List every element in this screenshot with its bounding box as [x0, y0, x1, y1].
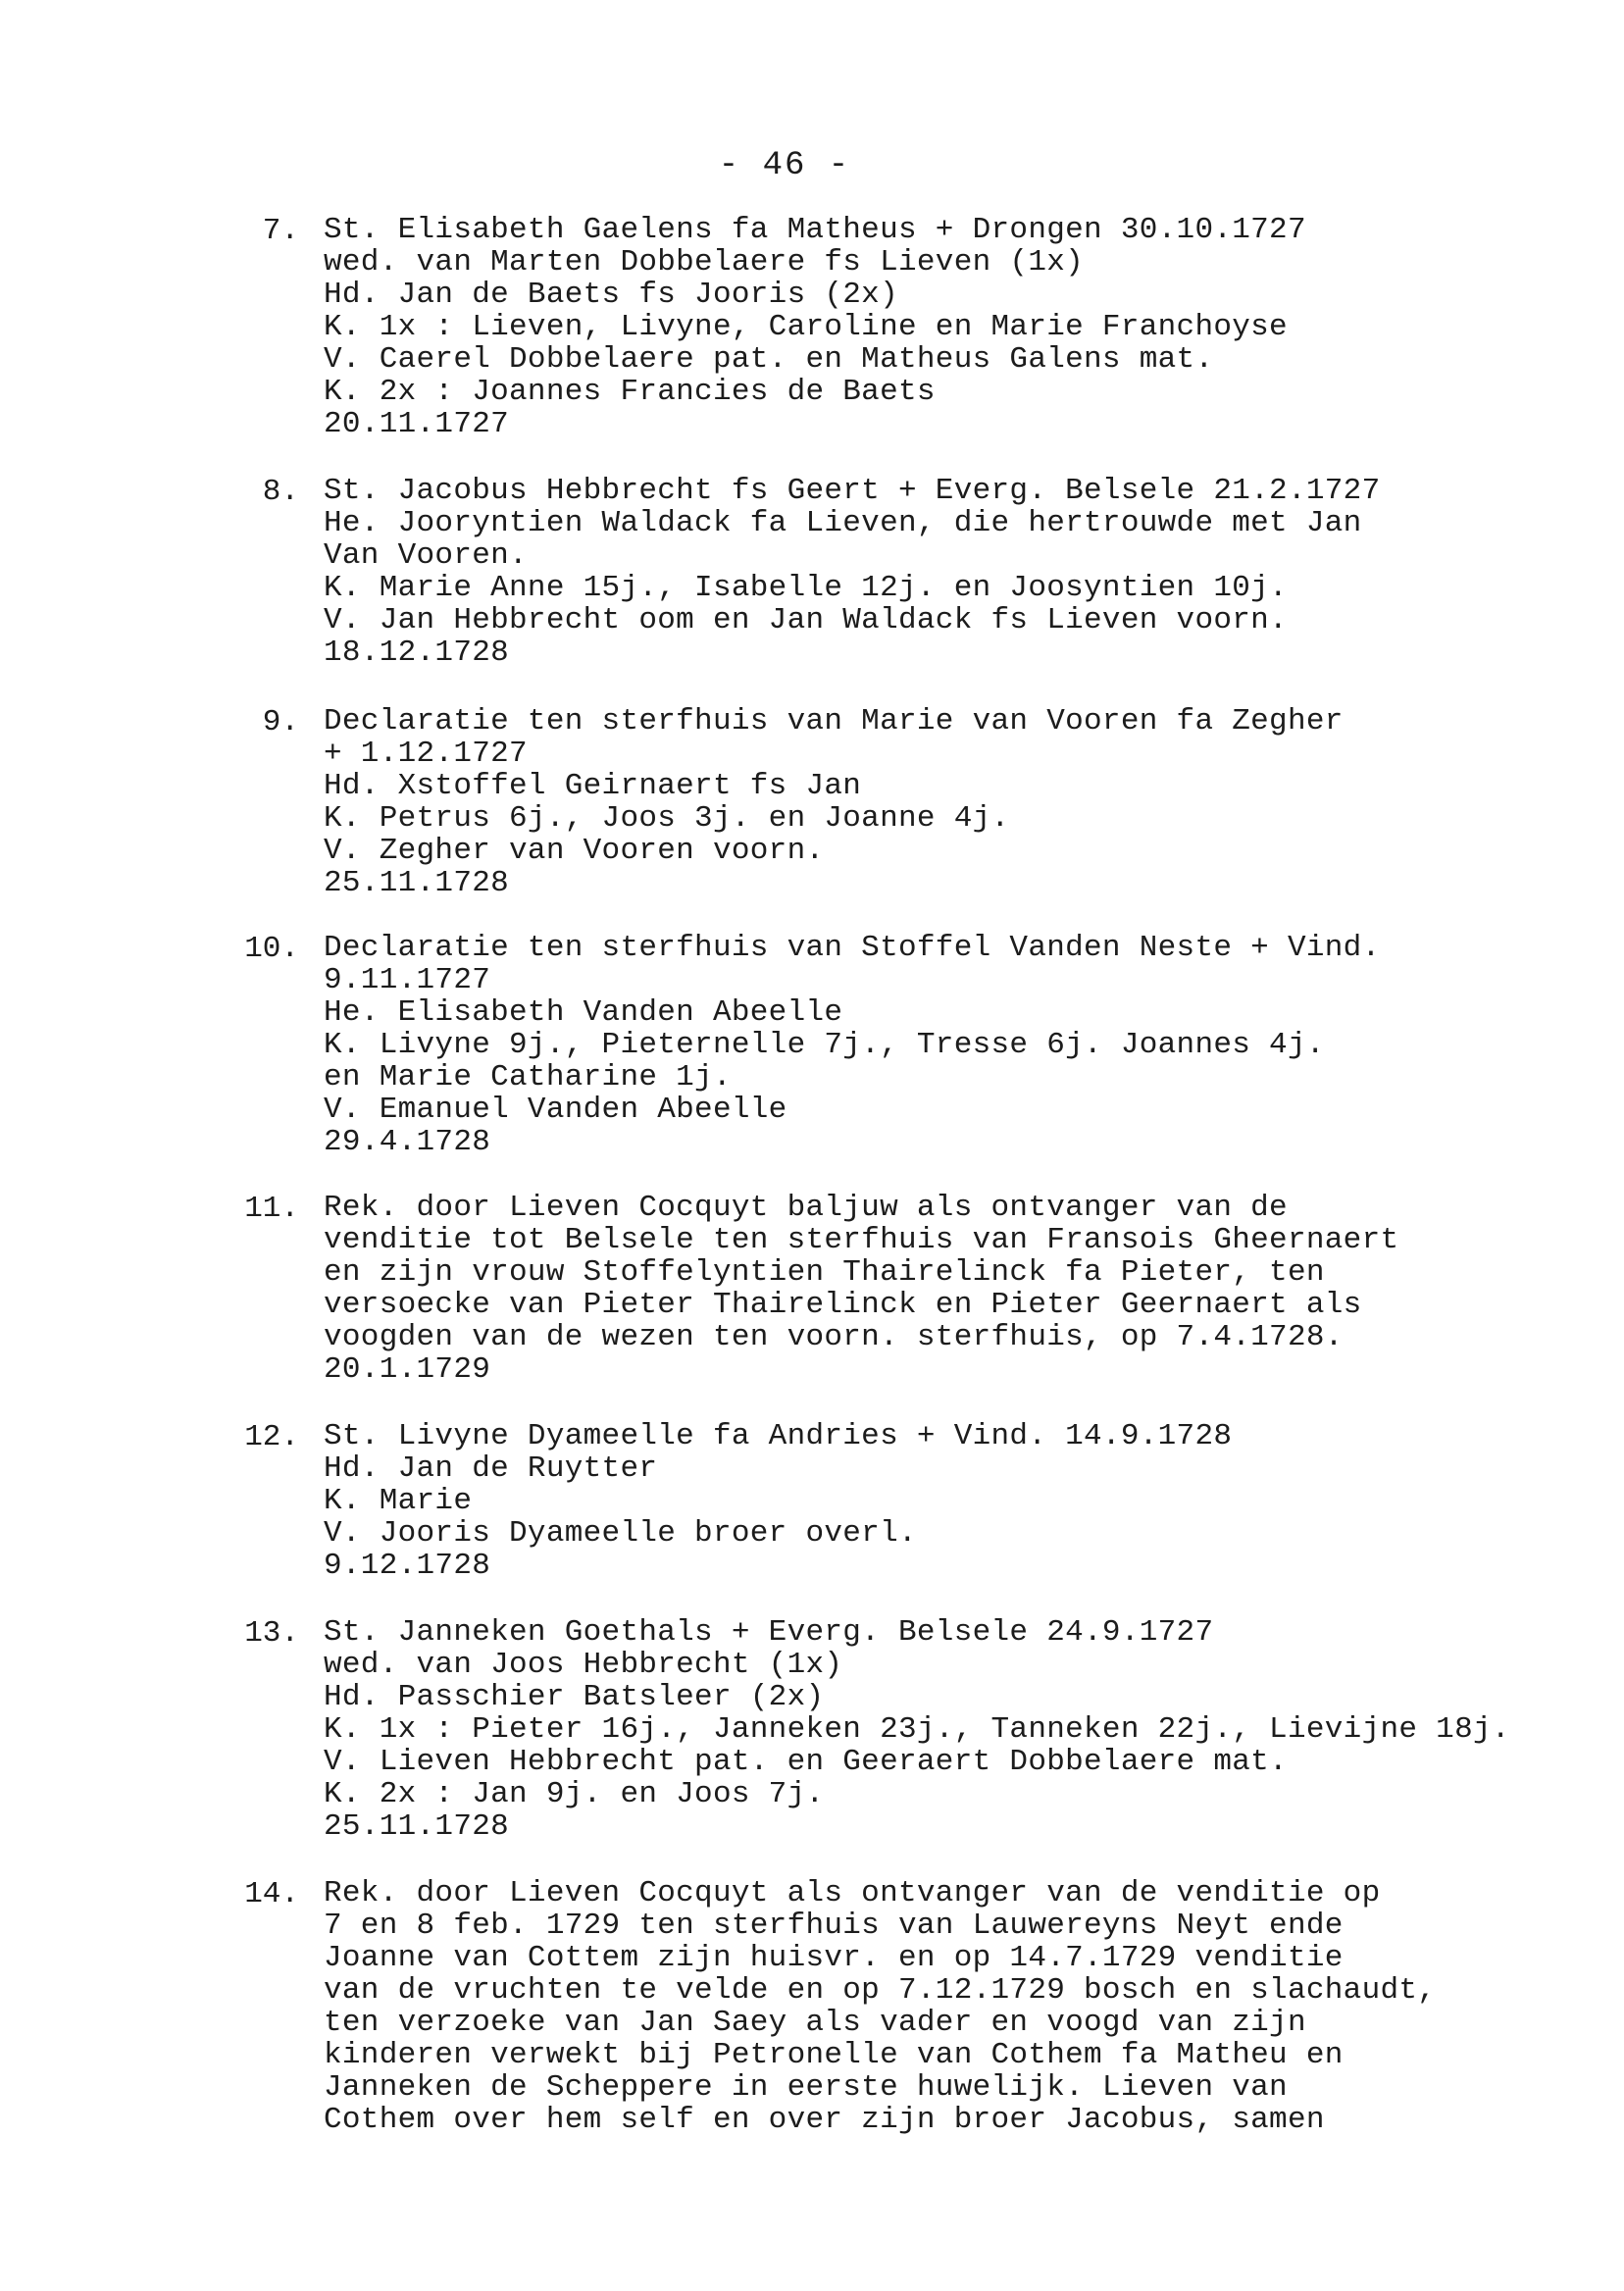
- entry-text: [324, 214, 1618, 440]
- entry-line: K. Petrus 6j., Joos 3j. en Joanne 4j.: [324, 801, 1010, 836]
- entry-number: 12.: [244, 1420, 299, 1454]
- entry-number: 11.: [244, 1192, 299, 1226]
- entry-line: 20.1.1729: [324, 1352, 491, 1387]
- entry-text: [324, 1877, 1618, 2136]
- entry-line: K. 1x : Lieven, Livyne, Caroline en Marie Franchoyse: [324, 310, 1288, 344]
- entry-line: V. Jan Hebbrecht oom en Jan Waldack fs Lieven voorn.: [324, 603, 1288, 637]
- entry-line: V. Jooris Dyameelle broer overl.: [324, 1516, 917, 1551]
- entry-line: K. Marie: [324, 1484, 473, 1518]
- entry-number: 8.: [262, 475, 299, 509]
- entry-line: V. Zegher van Vooren voorn.: [324, 834, 825, 868]
- entry-line: versoecke van Pieter Thairelinck en Pieter Geernaert als: [324, 1288, 1362, 1322]
- entry-line: Rek. door Lieven Cocquyt baljuw als ontvanger van de: [324, 1191, 1288, 1225]
- entry-line: He. Jooryntien Waldack fa Lieven, die hertrouwde met Jan: [324, 506, 1362, 540]
- entry-line: 9.11.1727: [324, 963, 491, 997]
- entry-line: Joanne van Cottem zijn huisvr. en op 14.7.1729 venditie: [324, 1941, 1344, 1975]
- entry-line: K. 2x : Jan 9j. en Joos 7j.: [324, 1777, 825, 1811]
- entry-line: St. Janneken Goethals + Everg. Belsele 24.9.1727: [324, 1615, 1214, 1650]
- entry-number: 14.: [244, 1877, 299, 1911]
- entry-line: en Marie Catharine 1j.: [324, 1060, 732, 1095]
- entry-line: wed. van Marten Dobbelaere fs Lieven (1x): [324, 245, 1085, 280]
- entry-line: + 1.12.1727: [324, 737, 528, 771]
- entry-text: [324, 475, 1618, 669]
- entry-line: Van Vooren.: [324, 538, 528, 573]
- entry-line: 18.12.1728: [324, 636, 510, 670]
- entry-line: Hd. Passchier Batsleer (2x): [324, 1680, 825, 1714]
- entry-text: [324, 1192, 1618, 1386]
- entry-line: venditie tot Belsele ten sterfhuis van Fransois Gheernaert: [324, 1223, 1399, 1257]
- entry-number: 13.: [244, 1616, 299, 1651]
- entry-line: Declaratie ten sterfhuis van Stoffel Vanden Neste + Vind.: [324, 931, 1381, 965]
- entry-text: [324, 705, 1618, 899]
- entry-line: Rek. door Lieven Cocquyt als ontvanger van de venditie op: [324, 1876, 1381, 1910]
- entry-line: K. Marie Anne 15j., Isabelle 12j. en Joosyntien 10j.: [324, 571, 1288, 605]
- entry-line: K. 1x : Pieter 16j., Janneken 23j., Tanneken 22j., Lievijne 18j.: [324, 1712, 1510, 1747]
- entry-text: [324, 932, 1618, 1158]
- entry-line: kinderen verwekt bij Petronelle van Cothem fa Matheu en: [324, 2038, 1344, 2072]
- entry-line: V. Lieven Hebbrecht pat. en Geeraert Dobbelaere mat.: [324, 1745, 1288, 1779]
- entry-number: 9.: [262, 705, 299, 739]
- entry-line: 7 en 8 feb. 1729 ten sterfhuis van Lauwereyns Neyt ende: [324, 1909, 1344, 1943]
- entry-line: Janneken de Scheppere in eerste huwelijk. Lieven van: [324, 2070, 1288, 2105]
- entry-line: ten verzoeke van Jan Saey als vader en voogd van zijn: [324, 2006, 1306, 2040]
- entry-line: 25.11.1728: [324, 1809, 510, 1844]
- page-number: - 46 -: [718, 147, 851, 184]
- entry-line: Declaratie ten sterfhuis van Marie van Vooren fa Zegher: [324, 704, 1344, 738]
- entry-line: K. 2x : Joannes Francies de Baets: [324, 375, 936, 409]
- entry-line: V. Caerel Dobbelaere pat. en Matheus Galens mat.: [324, 342, 1214, 377]
- entry-line: V. Emanuel Vanden Abeelle: [324, 1093, 787, 1127]
- entry-line: St. Jacobus Hebbrecht fs Geert + Everg. Belsele 21.2.1727: [324, 474, 1381, 508]
- entry-line: Cothem over hem self en over zijn broer Jacobus, samen: [324, 2103, 1325, 2137]
- entry-line: 29.4.1728: [324, 1125, 491, 1159]
- entry-line: St. Elisabeth Gaelens fa Matheus + Drongen 30.10.1727: [324, 213, 1306, 247]
- entry-line: en zijn vrouw Stoffelyntien Thairelinck fa Pieter, ten: [324, 1255, 1325, 1290]
- entry-line: St. Livyne Dyameelle fa Andries + Vind. 14.9.1728: [324, 1419, 1233, 1453]
- entry-line: van de vruchten te velde en op 7.12.1729 bosch en slachaudt,: [324, 1973, 1437, 2008]
- entry-number: 10.: [244, 932, 299, 966]
- entry-line: Hd. Xstoffel Geirnaert fs Jan: [324, 769, 862, 803]
- entry-line: Hd. Jan de Ruytter: [324, 1451, 658, 1486]
- entry-number: 7.: [262, 214, 299, 248]
- entry-line: 25.11.1728: [324, 866, 510, 900]
- entry-line: He. Elisabeth Vanden Abeelle: [324, 995, 843, 1030]
- entry-line: Hd. Jan de Baets fs Jooris (2x): [324, 278, 898, 312]
- entry-text: [324, 1616, 1618, 1843]
- entry-line: voogden van de wezen ten voorn. sterfhuis, op 7.4.1728.: [324, 1320, 1344, 1354]
- entry-line: 9.12.1728: [324, 1549, 491, 1583]
- entry-text: [324, 1420, 1618, 1582]
- entry-line: 20.11.1727: [324, 407, 510, 441]
- entry-line: K. Livyne 9j., Pieternelle 7j., Tresse 6j. Joannes 4j.: [324, 1028, 1325, 1062]
- entry-line: wed. van Joos Hebbrecht (1x): [324, 1648, 843, 1682]
